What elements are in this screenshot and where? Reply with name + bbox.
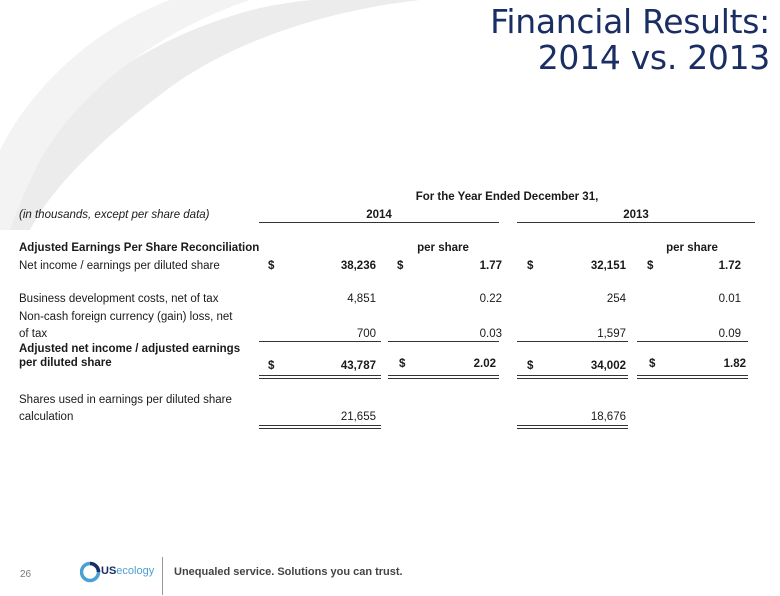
- subtotal-rule: [517, 341, 628, 342]
- total-double-rule: [637, 378, 748, 379]
- subtotal-rule: [259, 341, 381, 342]
- currency-sign: $: [649, 358, 656, 370]
- net-income-ps-2013: 1.72: [718, 260, 741, 272]
- total-double-rule: [259, 375, 381, 376]
- net-income-2014: 38,236: [340, 260, 376, 272]
- row-label-shares-line-2: calculation: [19, 411, 74, 423]
- total-double-rule: [517, 378, 628, 379]
- total-double-rule: [259, 378, 381, 379]
- bus-dev-ps-2014: 0.22: [479, 293, 502, 305]
- bus-dev-2014: 4,851: [347, 293, 376, 305]
- row-label-fx-line-2: of tax: [19, 328, 48, 340]
- fx-ps-2013: 0.09: [718, 328, 741, 340]
- total-double-rule: [388, 375, 499, 376]
- bus-dev-2013: 254: [606, 293, 626, 305]
- title-line-1: Financial Results:: [490, 2, 770, 41]
- section-title: Adjusted Earnings Per Share Reconciliation: [19, 242, 260, 254]
- adjusted-2014: 43,787: [340, 360, 376, 372]
- adjusted-ps-2013: 1.82: [723, 358, 746, 370]
- net-income-2013: 32,151: [590, 260, 626, 272]
- subtotal-rule: [637, 341, 748, 342]
- row-label-shares-line-1: Shares used in earnings per diluted share: [19, 394, 232, 406]
- fx-2014: 700: [356, 328, 376, 340]
- period-header: For the Year Ended December 31,: [415, 191, 599, 203]
- currency-sign: $: [268, 360, 275, 372]
- row-label-net-income: Net income / earnings per diluted share: [19, 260, 220, 272]
- year-2013-header: 2013: [623, 209, 649, 221]
- fx-ps-2014: 0.03: [479, 328, 502, 340]
- currency-sign: $: [647, 260, 654, 272]
- header-rule-2014: [259, 222, 499, 223]
- shares-double-rule: [259, 425, 381, 426]
- subtotal-rule: [388, 341, 499, 342]
- header-rule-2013: [517, 222, 755, 223]
- shares-2013: 18,676: [590, 411, 626, 423]
- units-label: (in thousands, except per share data): [19, 209, 210, 221]
- fx-2013: 1,597: [597, 328, 626, 340]
- total-double-rule: [517, 375, 628, 376]
- per-share-header-2013: per share: [666, 242, 718, 254]
- row-label-adjusted-line-2: per diluted share: [19, 357, 112, 369]
- row-label-bus-dev: Business development costs, net of tax: [19, 293, 219, 305]
- logo-ecology: ecology: [116, 565, 155, 577]
- currency-sign: $: [527, 360, 534, 372]
- row-label-adjusted-line-1: Adjusted net income / adjusted earnings: [19, 343, 241, 355]
- per-share-header-2014: per share: [417, 242, 469, 254]
- shares-double-rule: [517, 425, 628, 426]
- footer-tagline: Unequaled service. Solutions you can trust.: [174, 566, 403, 578]
- logo-us: US: [101, 565, 117, 577]
- shares-double-rule: [517, 428, 628, 429]
- currency-sign: $: [397, 260, 404, 272]
- shares-2014: 21,655: [340, 411, 376, 423]
- adjusted-ps-2014: 2.02: [473, 358, 496, 370]
- adjusted-2013: 34,002: [590, 360, 626, 372]
- footer-divider: [162, 557, 163, 595]
- total-double-rule: [388, 378, 499, 379]
- currency-sign: $: [268, 260, 275, 272]
- net-income-ps-2014: 1.77: [479, 260, 502, 272]
- total-double-rule: [637, 375, 748, 376]
- title-line-2: 2014 vs. 2013: [537, 38, 770, 77]
- page-number: 26: [20, 569, 32, 580]
- row-label-fx-line-1: Non-cash foreign currency (gain) loss, net: [19, 311, 233, 323]
- currency-sign: $: [399, 358, 406, 370]
- currency-sign: $: [527, 260, 534, 272]
- year-2014-header: 2014: [366, 209, 392, 221]
- slide-title: [490, 4, 770, 76]
- shares-double-rule: [259, 428, 381, 429]
- bus-dev-ps-2013: 0.01: [718, 293, 741, 305]
- logo-wordmark: [101, 565, 154, 577]
